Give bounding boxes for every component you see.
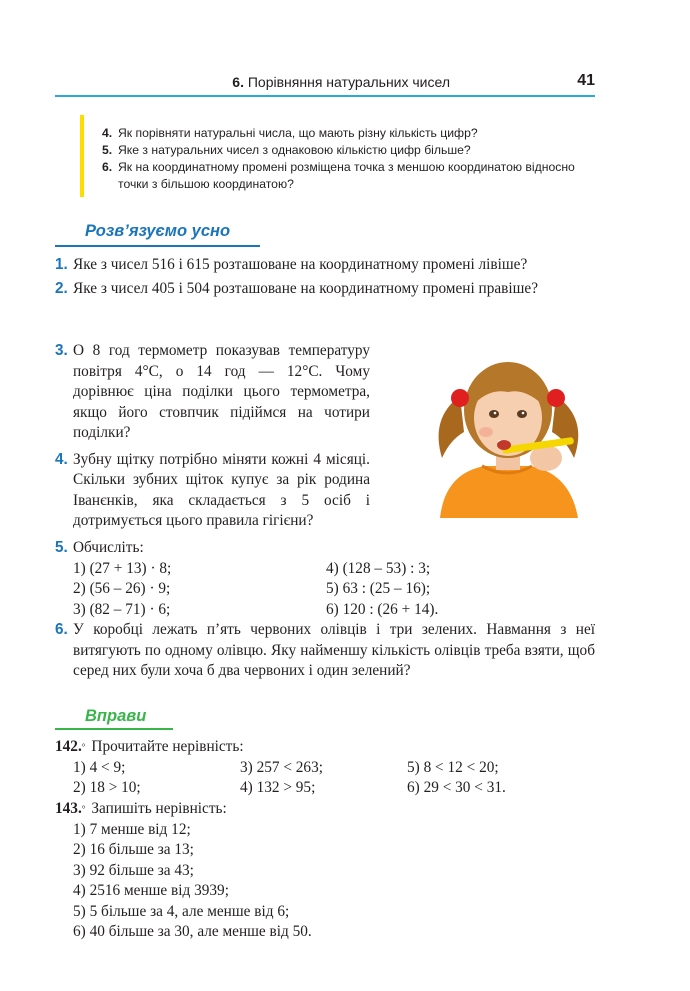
expression-item: 3) (82 – 71) · 6; xyxy=(73,600,171,618)
statement-list xyxy=(55,820,595,943)
expression-item: 6) 120 : (26 + 14). xyxy=(326,600,439,618)
statement-item: 3) 92 більше за 43; xyxy=(73,861,194,879)
header-rule xyxy=(55,95,595,97)
exercise-label: Запишіть нерівність: xyxy=(91,800,227,817)
oral-task xyxy=(55,450,370,532)
difficulty-mark: ° xyxy=(81,804,86,814)
oral-tasks xyxy=(55,255,595,299)
question-item xyxy=(102,159,582,193)
task-text: Яке з чисел 516 і 615 розташоване на координатному промені лівіше? xyxy=(73,256,528,273)
exercise-number: 143. xyxy=(55,800,82,817)
oral-task xyxy=(55,341,370,444)
oral-heading-rule xyxy=(55,245,260,247)
exercise-142 xyxy=(55,737,595,799)
statement-item: 5) 5 більше за 4, але менше від 6; xyxy=(73,902,290,920)
inequality-item: 1) 4 < 9; xyxy=(73,758,126,776)
task-number: 6. xyxy=(55,621,68,638)
task-text: Яке з чисел 405 і 504 розташоване на координатному промені правіше? xyxy=(73,279,538,297)
expression-item: 2) (56 – 26) · 9; xyxy=(73,580,171,597)
question-text: Яке з натуральних чисел з однаковою кількістю цифр більше? xyxy=(118,143,471,157)
task-number: 4. xyxy=(55,450,68,468)
oral-task xyxy=(55,279,595,300)
expression-item: 5) 63 : (25 – 16); xyxy=(326,580,431,597)
question-item xyxy=(102,125,582,142)
inequality-item: 2) 18 > 10; xyxy=(73,779,141,796)
oral-task-5 xyxy=(55,538,595,620)
page-header xyxy=(55,70,595,94)
task-label: Обчисліть: xyxy=(73,539,144,556)
question-text: Як на координатному промені розміщена точка з меншою координатою відносно точки з більшою координатою? xyxy=(118,160,575,191)
exercise-label: Прочитайте нерівність: xyxy=(91,738,244,755)
statement-item: 2) 16 більше за 13; xyxy=(73,841,194,858)
page-number: 41 xyxy=(577,72,595,89)
question-number: 5. xyxy=(102,143,113,157)
task-number: 2. xyxy=(55,279,68,297)
chapter-number: 6. xyxy=(232,74,244,90)
statement-item: 6) 40 більше за 30, але менше від 50. xyxy=(73,923,312,940)
difficulty-mark: ° xyxy=(81,742,86,752)
statement-item: 1) 7 менше від 12; xyxy=(73,820,191,838)
oral-task xyxy=(55,255,595,276)
inequality-list xyxy=(55,758,595,799)
oral-tasks-narrow xyxy=(55,341,370,532)
expression-item: 1) (27 + 13) · 8; xyxy=(73,559,172,577)
question-item xyxy=(102,142,582,159)
task-number: 3. xyxy=(55,342,68,359)
exercise-143 xyxy=(55,799,595,943)
inequality-item: 6) 29 < 30 < 31. xyxy=(407,779,506,796)
oral-section-heading: Розв’язуємо усно xyxy=(85,222,231,240)
expression-item: 4) (128 – 53) : 3; xyxy=(326,559,431,577)
task-number: 1. xyxy=(55,256,68,273)
oral-task-6 xyxy=(55,620,595,682)
child-brushing-teeth-photo xyxy=(420,348,595,518)
expression-list xyxy=(55,559,595,621)
inequality-item: 3) 257 < 263; xyxy=(240,758,323,776)
highlight-bar xyxy=(80,115,84,197)
inequality-item: 5) 8 < 12 < 20; xyxy=(407,758,499,776)
task-number: 5. xyxy=(55,539,68,556)
exercises-section-heading: Вправи xyxy=(85,707,147,725)
inequality-item: 4) 132 > 95; xyxy=(240,779,316,796)
question-number: 4. xyxy=(102,126,113,140)
task-text: О 8 год термометр показував температуру повітря 4°С, о 14 год — 12°С. Чому дорівнює ціна поділки цього термометра, якщо його стовпчик підіймся на чотири поділки? xyxy=(73,342,370,441)
exercise-number: 142. xyxy=(55,738,82,755)
question-number: 6. xyxy=(102,160,113,174)
chapter-title xyxy=(232,74,450,90)
exercises-heading-rule xyxy=(55,728,173,730)
statement-item: 4) 2516 менше від 3939; xyxy=(73,882,229,899)
task-text: У коробці лежать п’ять червоних олівців і три зелених. Навмання з неї витягують по одному олівцю. Яку найменшу кількість олівців треба взяти, щоб серед них були хоча б два червоних і один зелений? xyxy=(73,621,595,679)
question-text: Як порівняти натуральні числа, що мають різну кількість цифр? xyxy=(118,126,478,140)
chapter-name: Порівняння натуральних чисел xyxy=(247,74,450,90)
task-text: Зубну щітку потрібно міняти кожні 4 місяці. Скільки зубних щіток купує за рік родина Іванєнків, яка складається з 5 осіб і дотримується цього правила гігієни? xyxy=(73,450,370,529)
